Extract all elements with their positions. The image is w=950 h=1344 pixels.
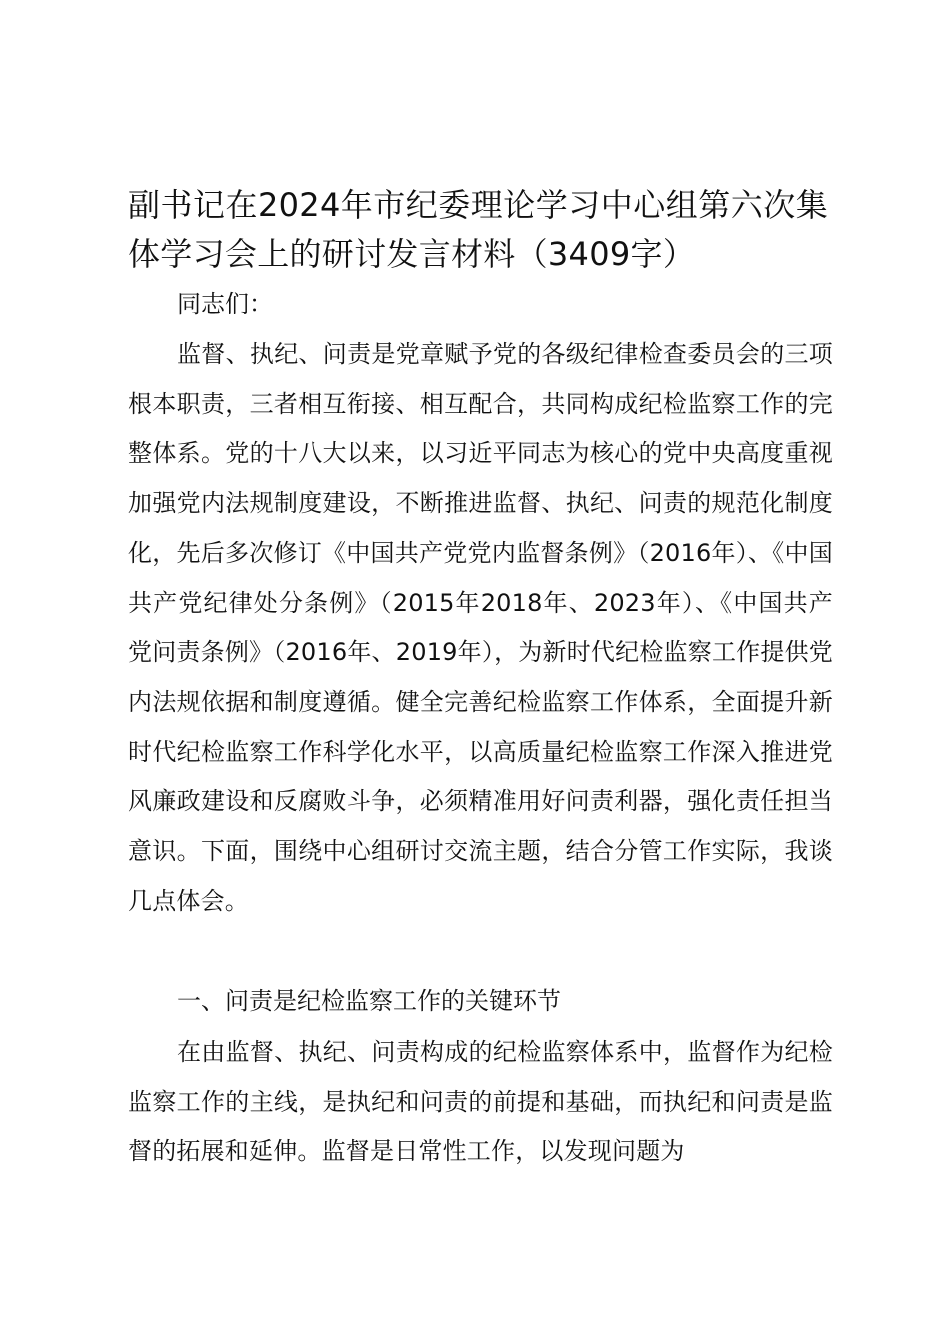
- body-paragraph: 在由监督、执纪、问责构成的纪检监察体系中，监督作为纪检监察工作的主线，是执纪和问责的前提和基础，而执纪和问责是监督的拓展和延伸。监督是日常性工作，以发现问题为: [128, 1038, 833, 1166]
- body-paragraph: 监督、执纪、问责是党章赋予党的各级纪律检查委员会的三项根本职责，三者相互衔接、相互配合，共同构成纪检监察工作的完整体系。党的十八大以来，以习近平同志为核心的党中央高度重视加强党内法规制度建设，不断推进监督、执纪、问责的规范化制度化，先后多次修订《中国共产党党内监督条例》（2016年）、《中国共产党纪律处分条例》（2015年2018年、2023年）、《中国共产党问责条例》（2016年、2019年），为新时代纪检监察工作提供党内法规依据和制度遵循。健全完善纪检监察工作体系，全面提升新时代纪检监察工作科学化水平，以高质量纪检监察工作深入推进党风廉政建设和反腐败斗争，必须精准用好问责利器，强化责任担当意识。下面，围绕中心组研讨交流主题，结合分管工作实际，我谈几点体会。: [128, 340, 833, 915]
- document-title: 副书记在2024年市纪委理论学习中心组第六次集体学习会上的研讨发言材料（3409字）: [128, 186, 828, 273]
- section-heading: 一、问责是纪检监察工作的关键环节: [177, 987, 561, 1015]
- greeting: 同志们：: [177, 290, 273, 318]
